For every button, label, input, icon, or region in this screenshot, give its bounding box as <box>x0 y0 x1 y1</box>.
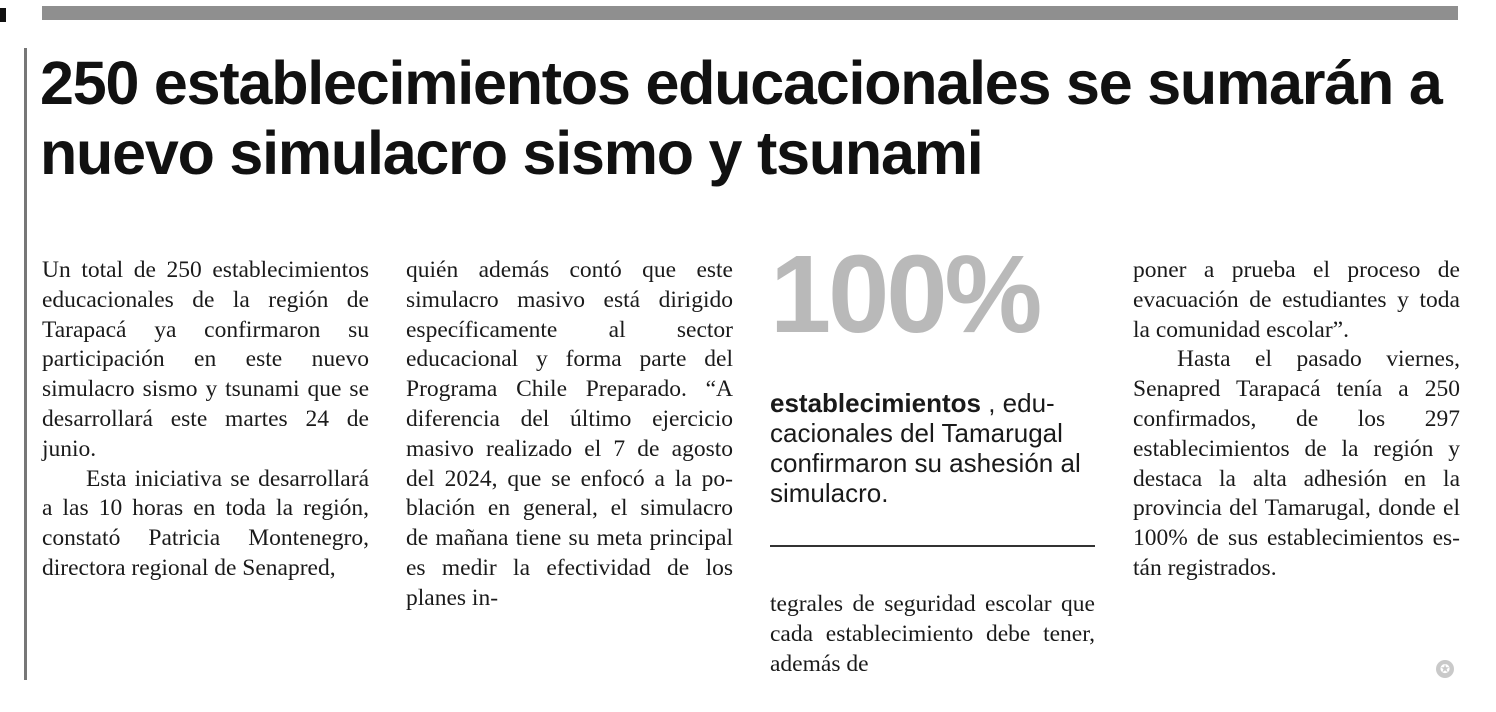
paragraph: Un total de 250 establecimientos educacionales de la región de Tarapacá ya confirmaron su participación en este nuevo simulacro sismo y tsunami que se desarrollará este martes 24 de junio. <box>42 257 369 462</box>
callout-number: 100% <box>770 233 1040 356</box>
margin-tick <box>0 8 6 22</box>
callout-strong: establecimientos <box>770 388 981 418</box>
paragraph: quién además contó que este simulacro masivo está dirigido específicamente al sector educacional y forma parte del Programa Chile Preparado. “A diferencia del último ejercicio masivo realizado el 7 de agosto del 2024, que se enfocó a la población en general, el simulacro de mañana tiene su meta principal es medir la efectividad de los planes in- <box>406 257 733 611</box>
callout-body: , educacionales del Tamarugal confirmaron su ashesión al simulacro. <box>770 388 1081 508</box>
paragraph: poner a prueba el proceso de evacuación de estudiantes y toda la comunidad escolar”. <box>1133 257 1460 343</box>
section-top-bar <box>42 6 1458 20</box>
paragraph: Hasta el pasado viernes, Senapred Tarapacá tenía a 250 confirmados, de los 297 establecimientos de la región y destaca la alta adhesión en la provincia del Tamarugal, donde el 100% de sus establecimientos están registrados. <box>1133 346 1460 581</box>
article-column-3 <box>770 590 1095 679</box>
article-column-4 <box>1133 256 1460 584</box>
paragraph: Esta iniciativa se desarrollará a las 10 horas en toda la región, constató Patricia Montenegro, directora regional de Senapred, <box>42 465 369 581</box>
callout-divider <box>770 545 1095 547</box>
article-column-1 <box>42 256 369 584</box>
paragraph: tegrales de seguridad escolar que cada establecimiento debe tener, además de <box>770 591 1095 677</box>
article-headline: 250 establecimientos educacionales se sumarán a nuevo simulacro sismo y tsunami <box>40 49 1442 187</box>
callout-text <box>770 388 1095 508</box>
star-circle-icon: ✪ <box>1436 660 1454 678</box>
article-column-2 <box>406 256 733 614</box>
left-margin-rule <box>24 48 27 680</box>
